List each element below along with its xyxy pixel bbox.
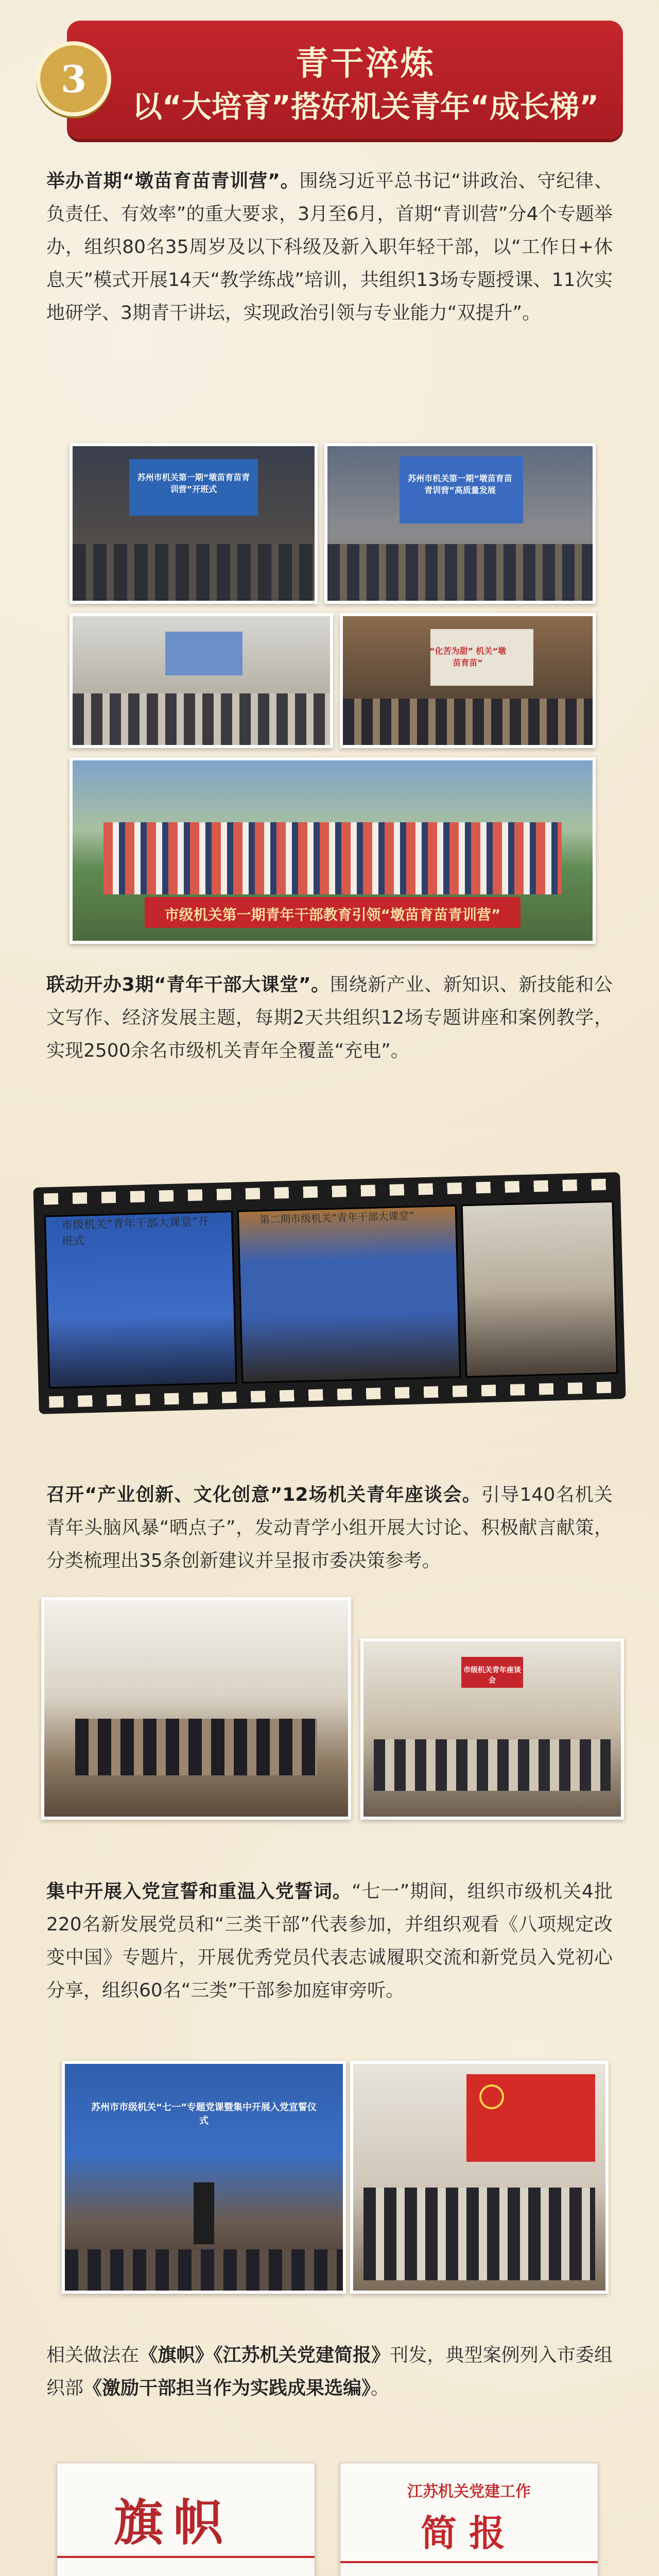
photo-classroom-session — [70, 613, 333, 748]
header-subtitle: 以“大培育”搭好机关青年“成长梯” — [132, 89, 599, 124]
publication-qizhi: 《旗帜》 — [139, 2345, 214, 2366]
film-frame-right — [461, 1201, 618, 1378]
section4-paragraph — [46, 1875, 613, 2007]
section5-text-mid: 刊发，典型案例列入市委组织部 — [46, 2345, 613, 2399]
screen-text: 市级机关“青年干部大课堂”开班式 — [61, 1215, 210, 1248]
screen-text: 第二期市级机关“青年干部大课堂” — [259, 1209, 415, 1226]
section4-lead: 集中开展入党宣誓和重温入党誓词。 — [46, 1881, 352, 1902]
section1-body: 围绕习近平总书记“讲政治、守纪律、负责任、有效率”的重大要求，3月至6月，首期“青训营”分4个专题举办，组织80名35周岁及以下科级及新入职年轻干部，以“工作日+休息天”模式开展14天“教学练战”培训，共组织13场专题授课、11次实地研学、3期青干讲坛，实现政治引领与专业能力“双提升”。 — [46, 171, 613, 324]
film-frame-left — [44, 1211, 237, 1388]
briefing-header: 江苏机关党建工作 — [407, 2483, 531, 2501]
section-header — [36, 21, 623, 149]
section3-body: 引导140名机关青年头脑风暴“晒点子”，发动青学小组开展大讨论、积极献言献策，分类梳理出35条创新建议并呈报市委决策参考。 — [46, 1484, 613, 1571]
section3-paragraph — [46, 1479, 613, 1578]
document-jiangsu-briefing — [340, 2463, 598, 2576]
section4-body: “七一”期间，组织市级机关4批220名新发展党员和“三类干部”代表参加，并组织观看《八项规定改变中国》专题片，开展优秀党员代表志诚履职交流和新党员入党初心分享，组织60名“三类”干部参加庭审旁听。 — [46, 1881, 613, 2001]
film-frame-middle — [237, 1205, 461, 1383]
document-qizhi-magazine — [57, 2463, 315, 2576]
screen-text: 苏州市市级机关“七一”专题党课暨集中开展入党宣誓仪式 — [91, 2102, 317, 2126]
photo-oath-ceremony — [62, 2061, 346, 2294]
film-strip — [33, 1172, 626, 1414]
photo-study-room — [340, 613, 596, 748]
section5-paragraph — [46, 2339, 613, 2405]
qizhi-masthead: 旗帜 — [114, 2494, 233, 2552]
screen-text: 市级机关青年座谈会 — [463, 1666, 521, 1685]
photo-group-outdoor — [70, 757, 596, 944]
photo-opening-ceremony — [70, 443, 318, 604]
section3-lead: 召开“产业创新、文化创意”12场机关青年座谈会。 — [46, 1484, 482, 1505]
section-number-badge: 3 — [36, 41, 111, 116]
group-banner-text: 市级机关第一期青年干部教育引领“墩苗育苗青训营” — [164, 906, 501, 923]
section1-lead: 举办首期“墩苗育苗青训营”。 — [46, 171, 300, 192]
film-holes-top — [44, 1179, 610, 1205]
screen-text: 苏州市机关第一期“墩苗育苗青训营”开班式 — [137, 472, 250, 494]
photo-seminar-right — [360, 1638, 624, 1820]
publication-jiangsu-briefing: 《江苏机关党建简报》 — [213, 2345, 390, 2366]
briefing-title: 简报 — [421, 2512, 517, 2554]
photo-lecture-hall — [324, 443, 596, 604]
screen-text: “化苦为甜” 机关“墩苗育苗” — [429, 646, 507, 668]
section5-text-pre: 相关做法在 — [46, 2345, 140, 2366]
photo-seminar-left — [41, 1597, 351, 1820]
section5-text-post: 。 — [371, 2378, 390, 2399]
section2-lead: 联动开办3期“青年干部大课堂”。 — [46, 974, 330, 995]
section2-body: 围绕新产业、新知识、新技能和公文写作、经济发展主题，每期2天共组织12场专题讲座和案例教学，实现2500余名市级机关青年全覆盖“充电”。 — [46, 974, 613, 1061]
section2-paragraph — [46, 969, 613, 1067]
section1-paragraph — [46, 165, 613, 330]
screen-text: 苏州市机关第一期“墩苗育苗青训营”高质量发展 — [408, 473, 512, 495]
photo-party-flag — [350, 2061, 609, 2294]
header-title: 青干淬炼 — [296, 45, 436, 83]
publication-collection: 《激励干部担当作为实践成果选编》 — [83, 2378, 371, 2399]
